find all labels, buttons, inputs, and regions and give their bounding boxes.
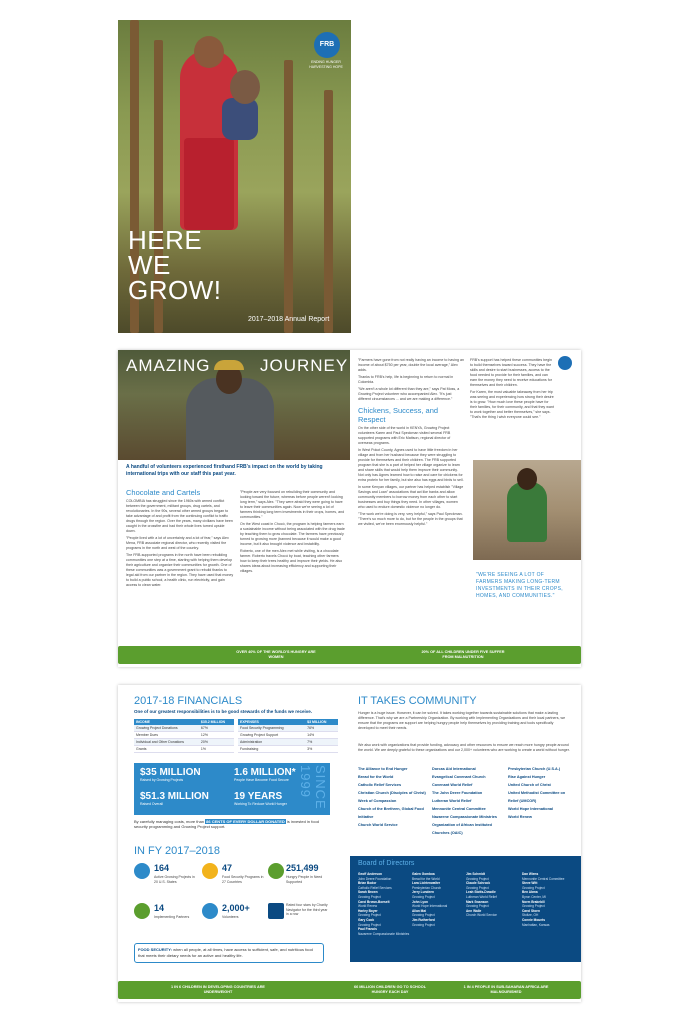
fence-post (284, 60, 293, 333)
fy-num-volunteers: 2,000+ (222, 903, 250, 913)
board-affiliation: Growing Project (358, 922, 381, 927)
org-item: Church World Service (358, 823, 398, 827)
cents-post: is invested in food security programming and Growing Project support. (134, 819, 319, 829)
board-affiliation: Byron Center, MI (522, 894, 546, 899)
paragraph: "We aren't a whole lot different than they are," says Pat Moss, a Growing Project volunteer who accompanied Alex. "It's just different circumstances ... and we are making a difference." (358, 387, 460, 401)
org-item: World Renew (508, 815, 532, 819)
paragraph: "People lived with a lot of uncertainty and a lot of fear," says Alex Mena, FRB associate regional director, who recently visited the programs in the north and west of the country. (126, 536, 229, 550)
food-text: when all people, at all times, have access to sufficient, safe, and nutritious food that meets their dietary needs for an active and healthy life. (138, 947, 313, 958)
footer-stat-children: 20% OF ALL CHILDREN UNDER FIVE SUFFER FROM MALNUTRITION (421, 650, 505, 659)
table-cell: 67% (199, 725, 234, 732)
frb-logo: FRB (314, 32, 340, 58)
org-item: United Methodist Committee on Relief (UMCOR) (508, 791, 566, 803)
board-name: Brian Bodor (358, 881, 377, 886)
table-cell: 20% (199, 739, 234, 746)
expenses-total: $3 MILLION (305, 719, 338, 725)
cents-bold: 86 CENTS OF EVERY DOLLAR DONATED (206, 819, 285, 824)
fy-num-partners: 14 (154, 903, 165, 913)
since-1999: SINCE 1999 (298, 765, 328, 810)
food-label: FOOD SECURITY: (138, 947, 172, 952)
fy-label-volunteers: Volunteers (222, 915, 239, 919)
table-cell: 7% (305, 739, 338, 746)
orgs-col-2 (432, 765, 502, 837)
board-affiliation: Bread for the World (412, 876, 440, 881)
board-name: Claude Schrock (466, 881, 491, 886)
food-security-definition (134, 943, 324, 963)
board-col-1 (358, 872, 410, 936)
stat-number: $51.3 MILLION (140, 791, 209, 802)
board-affiliation: World Renew (358, 904, 378, 909)
board-affiliation: Growing Project (466, 904, 489, 909)
board-affiliation: Lutheran World Relief (466, 894, 497, 899)
board-name: Harley Boyer (358, 908, 378, 913)
board-affiliation: Growing Project (412, 922, 435, 927)
board-name: Ann Walle (466, 908, 482, 913)
table-cell: Growing Project Support (238, 732, 305, 739)
community-title: IT TAKES COMMUNITY (358, 695, 477, 707)
board-affiliation: Nazarene Compassionate Ministries (358, 931, 410, 936)
footer-stat-underweight: 1 IN 6 CHILDREN IN DEVELOPING COUNTRIES ARE UNDERWEIGHT (171, 985, 265, 994)
board-name: Gary Cook (358, 917, 375, 922)
cover-baby-head (230, 70, 260, 104)
board-name: Geoff Anderson (358, 872, 382, 876)
table-cell: Grants (134, 746, 199, 753)
orgs-col-3 (508, 765, 576, 821)
board-col-3 (466, 872, 518, 918)
table-cell: 12% (199, 732, 234, 739)
cover-title-line2: WE (128, 250, 171, 280)
board-affiliation: Growing Project (522, 904, 545, 909)
fy-label-partners: Implementing Partners (154, 915, 190, 919)
board-affiliation: Growing Project (412, 913, 435, 918)
heading-amazing: AMAZING (126, 356, 211, 375)
fy-label-people: Hungry People in Need Supported (286, 875, 323, 884)
vine-footer (118, 646, 581, 664)
board-col-4 (522, 872, 576, 927)
board-name: Leah Stotts-Dowdle (466, 890, 496, 895)
org-item: World Hope International (508, 807, 554, 811)
table-cell: Food Security Programming (238, 725, 305, 732)
paragraph: "Farmers have gone from not really having an income to having an income of about $750 per year, double the local average," Alex adds. (358, 358, 464, 372)
paragraph: "People are very focused on rebuilding their community and looking toward the future, whereas before people weren't looking long term," says Alex. "They were afraid they were going to have to leave their communities again. Now we're seeing a lot of farmers thinking long term investments in their crops, homes, and communities." (240, 490, 345, 519)
kenya-photo (473, 460, 581, 560)
stat-number: $35 MILLION (140, 767, 201, 778)
board-name: Jerry Lundeen (412, 890, 434, 895)
board-affiliation: Catholic Relief Services (358, 885, 392, 890)
section-title-chickens: Chickens, Success, and Respect (358, 406, 439, 424)
globe-icon (202, 863, 218, 879)
org-item: Christian Church (Disciples of Christ) Week of Compassion (358, 791, 426, 803)
board-title: Board of Directors (358, 860, 415, 867)
frb-tagline: ENDING HUNGER HARVESTING HOPE (309, 60, 343, 69)
footer-stat-women: OVER 40% OF THE WORLD'S HUNGRY ARE WOMEN (236, 650, 316, 659)
stat-label: Raised by Growing Projects (140, 778, 184, 782)
board-affiliation: Growing Project (522, 885, 545, 890)
apple-icon (268, 863, 284, 879)
community-paragraph-2: We also work with organizations that provide funding, advocacy and other resources to ensure we reach more hungry people around the world. We are deeply grateful to these organizations and our 2,000+ volunteers who are working to create a world without hunger. (358, 743, 570, 752)
cover-title-line1: HERE (128, 225, 203, 255)
report-cover (118, 20, 351, 333)
paragraph: COLOMBIA has struggled since the 1960s with armed conflict between the government, militant groups, drug cartels, and revolutionaries. In the 90s, several other armed groups began to take advantage of and profit from the continuing conflict to traffic drugs through the region. Over the years, many civilians have been caught in the crossfire and had their whole lives turned upside down. (126, 499, 233, 533)
stat-food-secure (234, 767, 296, 782)
org-item: Rise Against Hunger (508, 775, 546, 779)
stat-number: 19 YEARS (234, 791, 283, 802)
board-name: Sarah Brown (358, 890, 378, 895)
org-item: Bread for the World (358, 775, 394, 779)
board-name: Steve Witt (522, 881, 538, 886)
stat-label: Working To Reduce World Hunger (234, 802, 287, 806)
board-name: Carol Brown-Boeselt (358, 899, 390, 904)
stat-years (234, 791, 287, 806)
board-affiliation: Church World Service (466, 913, 497, 918)
stat-label: People Have Become Food Secure (234, 778, 289, 782)
fy-label-rating: Rated four stars by Charity Navigator for the third year in a row (286, 903, 328, 916)
board-affiliation: Manhattan, Kansas (522, 922, 550, 927)
table-cell: Fundraising (238, 746, 305, 753)
board-name: Norm Brakebill (522, 899, 545, 904)
paragraph: In West Pokot County, Agnes used to have little freedom in her village and from her husband because they were struggling to provide for themselves and their children. The FRB supported program that she is a part of helped her village organize to learn and share skills that would help them improve their community. Not only has Agnes learned how to raise and care for chickens for extra protein for her family, but she also has eggs and birds to sell. (358, 448, 464, 482)
board-affiliation: Growing Project (466, 876, 489, 881)
fy-label-growing: Active Growing Projects in 20 U.S. States (154, 875, 195, 884)
table-cell: 3% (305, 746, 338, 753)
journey-lead: A handful of volunteers experienced firsthand FRB's impact on the world by taking international trips with our staff this past year. (126, 464, 323, 477)
map-icon (134, 863, 150, 879)
community-paragraph-1: Hunger is a huge issue. However, it can be solved. It takes working together towards sustainable solutions that make a lasting difference. That's why we are a Partnership Organization. By working with Implementing Organizations and their local partners, we ensure that the programs we support are helping hungry people help themselves by providing training and tools specifically developed to meet their needs. (358, 711, 566, 730)
org-item: Lutheran World Relief (432, 799, 472, 803)
amazing-journey-spread (118, 350, 581, 667)
journey-col-1 (126, 484, 234, 588)
cover-subtitle: 2017–2018 Annual Report (248, 316, 330, 323)
expenses-table (238, 719, 338, 753)
paragraph: "The work we're doing is very, very helpful," says Paul Speckman. "There's so much more to do, but for the people in the groups that we visited, we've been enormously helpful." (358, 512, 463, 526)
cents-pre: By carefully managing costs, more than (134, 819, 205, 824)
stats-block (134, 763, 330, 815)
board-affiliation: Growing Project (358, 913, 381, 918)
stat-raised-overall (140, 791, 209, 806)
org-item: Evangelical Covenant Church Covenant World Relief (432, 775, 486, 787)
table-cell: 1% (199, 746, 234, 753)
board-name: Jim Rutherford (412, 917, 435, 922)
stat-label: Raised Overall (140, 802, 163, 806)
org-item: The Alliance to End Hunger (358, 767, 408, 771)
board-name: Connie Mounts (522, 917, 546, 922)
paragraph: On the West coast in Chocó, the program is helping farmers earn a sustainable income without being associated with the drug trade by teaching them to grow chocolate. The farmers have previously turned to growing more (banned because it would make a good income, but it also brought violence and instability. (240, 522, 345, 546)
cover-woman-figure (180, 50, 238, 230)
table-cell: Growing Project Donations (134, 725, 199, 732)
org-item: The John Deere Foundation (432, 791, 483, 795)
paragraph: Roberto, one of the men Alex met while visiting, is a chocolate farmer. Roberto travels Chocó by boat, teaching other farmers how to keep their trees healthy and improve their yields. He also shares ideas about increasing efficiency and supporting their villages. (240, 549, 343, 573)
heart-icon (202, 903, 218, 919)
board-affiliation: Growing Project (412, 894, 435, 899)
income-table (134, 719, 234, 753)
board-name: Allan Mai (412, 908, 426, 913)
income-total: $35.2 MILLION (199, 719, 234, 725)
fy-num-growing: 164 (154, 863, 170, 873)
board-col-2 (412, 872, 464, 927)
charity-navigator-icon (268, 903, 284, 919)
board-name: Jim Schmidt (466, 872, 485, 876)
org-item: Organization of African Instituted Churches (OAIC) (432, 823, 492, 835)
board-name: John Lyon (412, 899, 428, 904)
board-affiliation: John Deere Foundation (358, 876, 392, 881)
paragraph: FRB's support has helped these communities begin to build themselves toward success. They have the skills and desire to start businesses, access to the food needed to provide for their families, and can earn the money they need to receive educations for themselves and their children. (470, 358, 552, 387)
table-cell: 14% (305, 732, 338, 739)
cents-statement (134, 819, 330, 829)
cover-title (128, 225, 222, 305)
stat-number: 1.6 MILLION* (234, 767, 296, 778)
paragraph: For Karen, the most valuable takeaway from her trip was seeing and experiencing how strong their desire is to grow. "How much love these people have for their families, for their community, and that they want to work together and better themselves," she says. "That's the thing I wish everyone could see." (470, 390, 554, 419)
fence-post (324, 90, 333, 333)
fy-num-people: 251,499 (286, 863, 319, 873)
board-affiliation: Presbyterian Church (412, 885, 442, 890)
board-affiliation: Growing Project (466, 885, 489, 890)
income-header: INCOME (134, 719, 199, 725)
board-name: Mark Swanson (466, 899, 489, 904)
board-affiliation: World Hope International (412, 904, 448, 909)
org-item: Mennonite Central Committee (432, 807, 486, 811)
board-name: Ben Abma (522, 890, 538, 895)
board-name: Carol Stoen (522, 908, 540, 913)
table-cell: Administration (238, 739, 305, 746)
board-name: Galen Gomboa (412, 872, 435, 876)
board-name: Paul Francis (358, 927, 377, 932)
pull-quote: "WE'RE SEEING A LOT OF FARMERS MAKING LONG-TERM INVESTMENTS IN THEIR CROPS, HOMES, AND COMMUNITIES." (476, 572, 563, 599)
cover-baby-body (222, 98, 258, 140)
cover-title-line3: GROW! (128, 275, 222, 305)
board-name: Dan Wiens (522, 872, 539, 876)
board-affiliation: Growing Project (358, 894, 381, 899)
financials-subtitle: One of our greatest responsibilities is to be good stewards of the funds we receive. (134, 709, 313, 714)
org-item: Dorcas Aid International (432, 767, 476, 771)
paragraph: The FRB-supported programs in the north have been rebuilding communities one step at a time, starting with helping them develop their agriculture and organize their communities for growth. One of these communities was a government grant to rebuild thanks to legal aid from our partner in the region. They have used that money to build a public school, a health clinic, run electricity, and gain access to clean water. (126, 553, 234, 587)
paragraph: Thanks to FRB's help, life is beginning to return to normal in Colombia. (358, 375, 454, 384)
board-of-directors (350, 856, 581, 962)
financials-spread (118, 685, 581, 1002)
paragraph: In some Kenyan villages, our partner has helped establish "Village Savings and Loan" associations that act like banks and allow community members to borrow money from each other to start businesses and buy things they need. In other villages, women who used to endure domestic violence no longer do. (358, 485, 464, 509)
journey-col-3 (358, 358, 464, 527)
org-item: Presbyterian Church (U.S.A.) (508, 767, 561, 771)
org-item: Catholic Relief Services (358, 783, 402, 787)
fy-title: IN FY 2017–2018 (134, 845, 221, 857)
org-item: United Church of Christ (508, 783, 551, 787)
table-cell: Individual and Other Donations (134, 739, 199, 746)
table-cell: 76% (305, 725, 338, 732)
section-title-chocolate: Chocolate and Cartels (126, 488, 201, 497)
board-affiliation: Stoltze, OH (522, 913, 539, 918)
org-item: Nazarene Compassionate Ministries (432, 815, 497, 819)
footer-stat-africa: 1 IN 4 PEOPLE IN SUB-SAHARAN AFRICA ARE MALNOURISHED (463, 985, 549, 994)
fy-label-programs: Food Security Programs in 27 Countries (222, 875, 264, 884)
handshake-icon (134, 903, 150, 919)
journey-col-4 (470, 358, 554, 420)
table-cell: Member Dues (134, 732, 199, 739)
board-name: Lara Lichtenwalter (412, 881, 441, 886)
orgs-col-1 (358, 765, 426, 829)
footer-stat-school: 66 MILLION CHILDREN GO TO SCHOOL HUNGRY EACH DAY (353, 985, 427, 994)
stat-raised-growing (140, 767, 201, 782)
board-affiliation: Mennonite Central Committee (522, 876, 565, 881)
journey-col-2 (240, 490, 346, 574)
expenses-header: EXPENSES (238, 719, 305, 725)
globe-icon (558, 356, 572, 370)
fy-num-programs: 47 (222, 863, 233, 873)
heading-journey: JOURNEY (260, 356, 349, 375)
financials-title: 2017-18 FINANCIALS (134, 695, 243, 707)
paragraph: On the other side of the world in KENYA, Growing Project volunteers Karen and Paul Speckman visited several FRB supported programs with Eric Mattson, regional director of overseas programs. (358, 426, 451, 445)
org-item: Church of the Brethren, Global Food Initiative (358, 807, 424, 819)
